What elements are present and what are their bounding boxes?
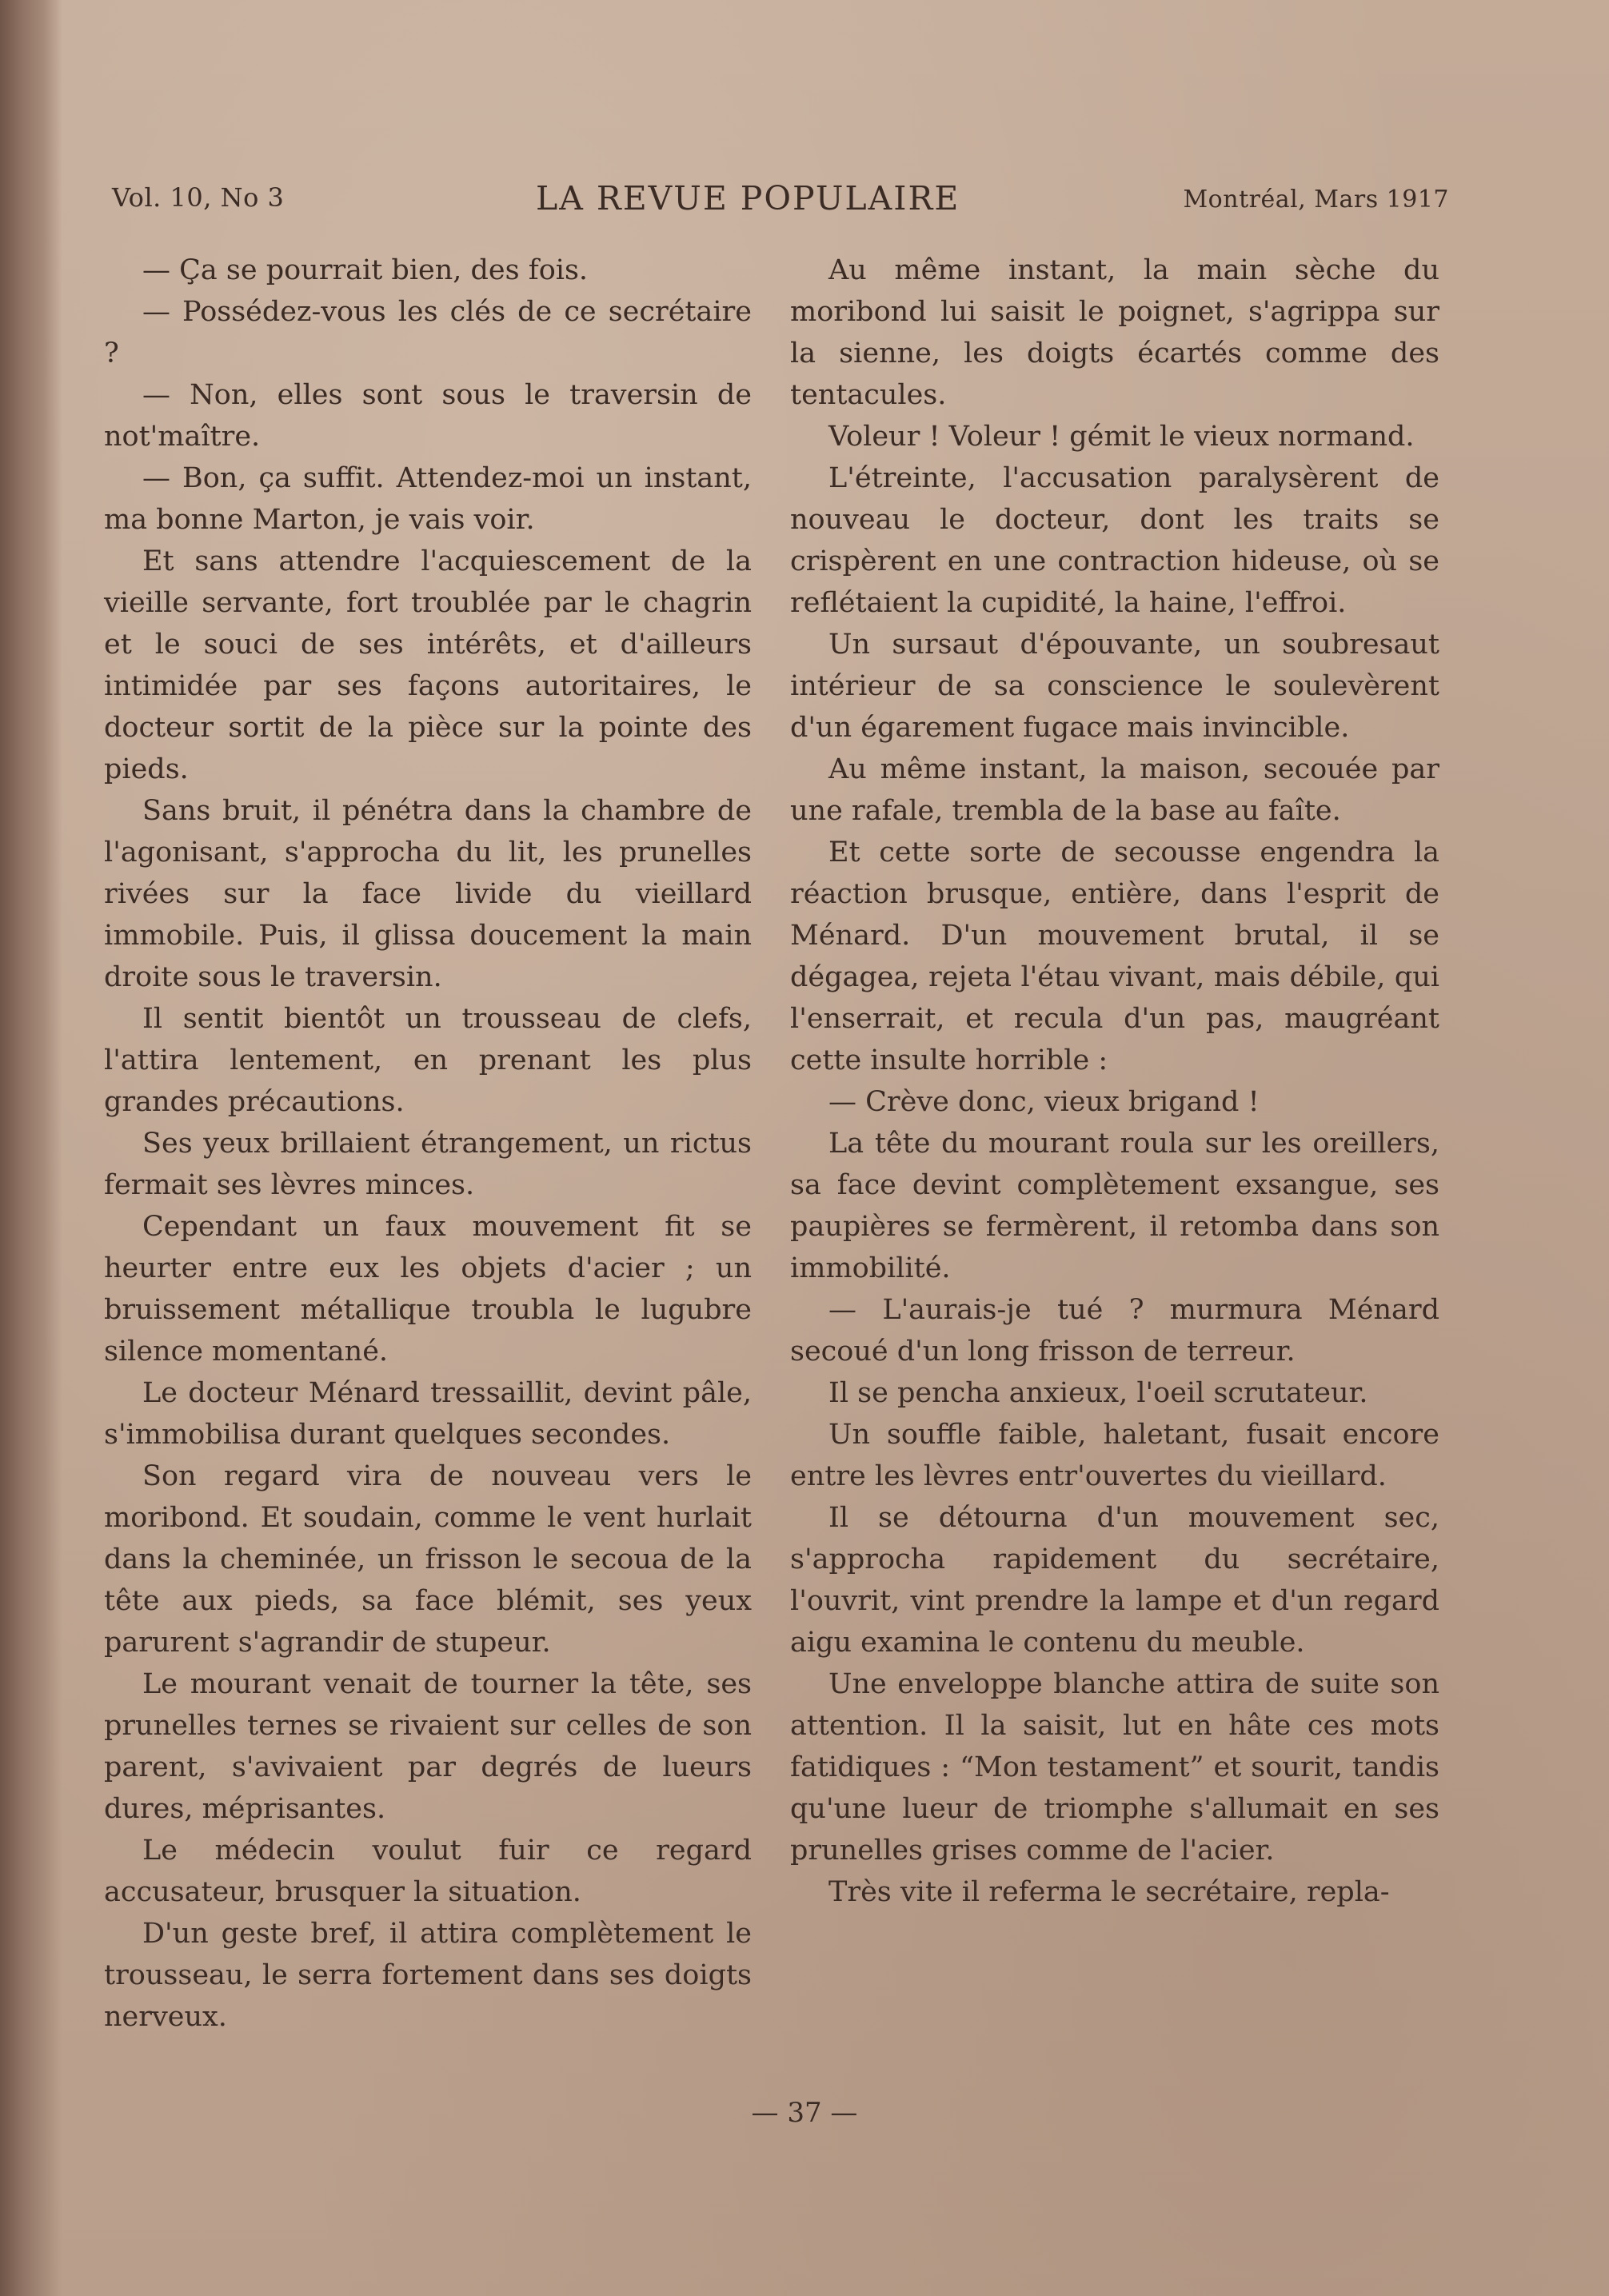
paragraph: Voleur ! Voleur ! gémit le vieux normand. [828,421,1415,453]
paragraph: Le mourant venait de tourner la tête, ses prunelles ternes se rivaient sur celles de son parent, s'avivaient par degrés de lueurs dures, méprisantes. [104,1668,752,1825]
paragraph: Cependant un faux mouvement fit se heurter entre eux les objets d'acier ; un bruissement métallique troubla le lugubre silence momentané. [104,1211,752,1368]
paragraph: — Possédez-vous les clés de ce secrétaire ? [104,296,752,369]
volume-number: Vol. 10, No 3 [112,182,285,213]
page-binding-edge [0,0,62,2296]
paragraph: — Ça se pourrait bien, des fois. [142,254,589,286]
paragraph: Et sans attendre l'acquiescement de la vieille servante, fort troublée par le chagrin et le souci de ses intérêts, et d'ailleurs intimidée par ses façons autoritaires, le docteur sortit de la pièce sur la pointe des pieds. [104,545,752,785]
paragraph: La tête du mourant roula sur les oreillers, sa face devint complètement exsangue, ses paupières se fermèrent, il retomba dans son immobilité. [790,1128,1439,1284]
paragraph: — Non, elles sont sous le traversin de not'maître. [104,379,752,453]
paragraph: Un sursaut d'épouvante, un soubresaut intérieur de sa conscience le soulevèrent d'un égarement fugace mais invincible. [790,629,1439,744]
paragraph: Une enveloppe blanche attira de suite son attention. Il la saisit, lut en hâte ces mots fatidiques : “Mon testament” et sourit, tandis qu'une lueur de triomphe s'allumait en ses prunelles grises comme de l'acier. [790,1668,1439,1867]
publication-title: LA REVUE POPULAIRE [536,179,960,218]
paragraph: Son regard vira de nouveau vers le moribond. Et soudain, comme le vent hurlait dans la cheminée, un frisson le secoua de la tête aux pieds, sa face blémit, ses yeux parurent s'agrandir de stupeur. [104,1460,752,1659]
page-number: — 37 — [751,2097,858,2129]
place-date: Montréal, Mars 1917 [1183,186,1449,214]
paragraph: Un souffle faible, haletant, fusait encore entre les lèvres entr'ouvertes du vieillard. [790,1419,1439,1492]
left-text-column [104,250,752,2038]
paragraph: — Bon, ça suffit. Attendez-moi un instant, ma bonne Marton, je vais voir. [104,462,752,536]
paragraph: Le docteur Ménard tressaillit, devint pâle, s'immobilisa durant quelques secondes. [104,1377,752,1451]
paragraph: — Crève donc, vieux brigand ! [828,1086,1260,1118]
right-text-column [790,250,1439,1913]
paragraph: Ses yeux brillaient étrangement, un rictus fermait ses lèvres minces. [104,1128,752,1201]
paragraph: — L'aurais-je tué ? murmura Ménard secoué d'un long frisson de terreur. [790,1294,1439,1368]
paragraph: D'un geste bref, il attira complètement le trousseau, le serra fortement dans ses doigts nerveux. [104,1918,752,2033]
paragraph: Au même instant, la maison, secouée par une rafale, trembla de la base au faîte. [790,753,1439,827]
running-header [112,179,1449,230]
paragraph: Le médecin voulut fuir ce regard accusateur, brusquer la situation. [104,1835,752,1908]
paragraph: Très vite il referma le secrétaire, repla- [828,1876,1390,1908]
paragraph: Sans bruit, il pénétra dans la chambre de l'agonisant, s'approcha du lit, les prunelles rivées sur la face livide du vieillard immobile. Puis, il glissa doucement la main droite sous le traversin. [104,795,752,993]
paragraph: L'étreinte, l'accusation paralysèrent de nouveau le docteur, dont les traits se crispèrent en une contraction hideuse, où se reflétaient la cupidité, la haine, l'effroi. [790,462,1439,619]
paragraph: Il se pencha anxieux, l'oeil scrutateur. [828,1377,1368,1409]
paragraph: Et cette sorte de secousse engendra la réaction brusque, entière, dans l'esprit de Ménard. D'un mouvement brutal, il se dégagea, rejeta l'étau vivant, mais débile, qui l'enserrait, et recula d'un pas, maugréant cette insulte horrible : [790,837,1439,1076]
paragraph: Il sentit bientôt un trousseau de clefs, l'attira lentement, en prenant les plus grandes précautions. [104,1003,752,1118]
paragraph: Au même instant, la main sèche du moribond lui saisit le poignet, s'agrippa sur la sienne, les doigts écartés comme des tentacules. [790,254,1439,411]
paragraph: Il se détourna d'un mouvement sec, s'approcha rapidement du secrétaire, l'ouvrit, vint prendre la lampe et d'un regard aigu examina le contenu du meuble. [790,1502,1439,1659]
